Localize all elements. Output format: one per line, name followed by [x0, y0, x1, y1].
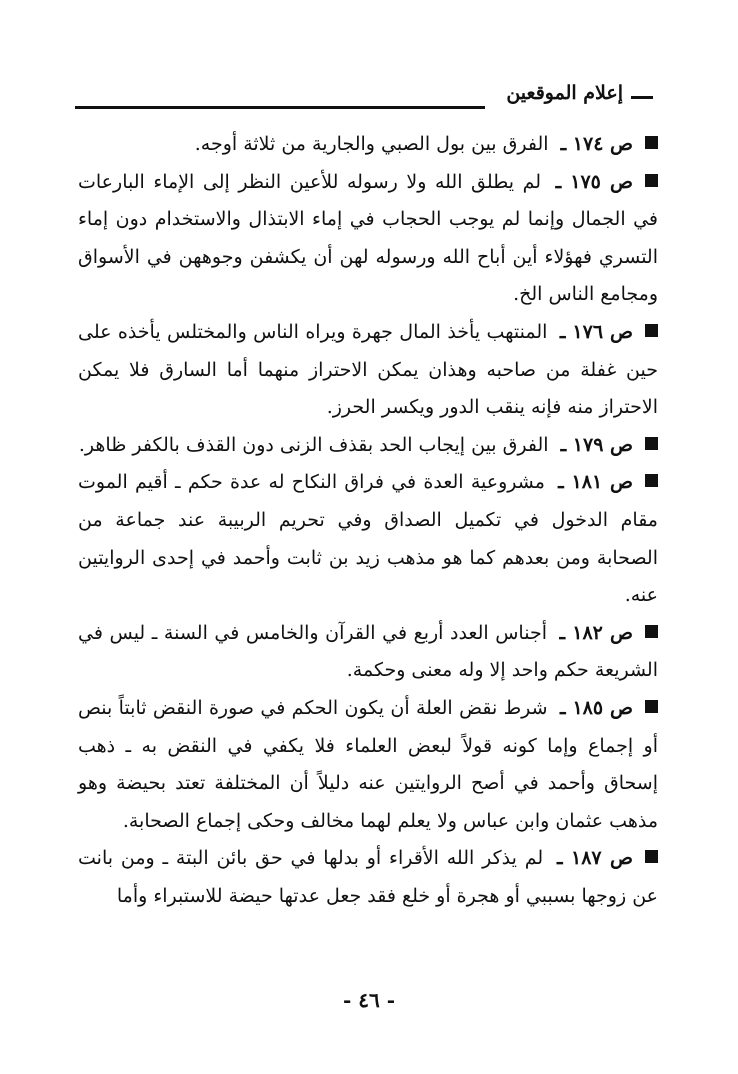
square-bullet-icon — [645, 136, 658, 149]
entry-text: مشروعية العدة في فراق النكاح له عدة حكم ـ أقيم الموت مقام الدخول في تكميل الصداق وفي تحريم الربيبة عند جماعة من الصحابة ومن بعدهم كما هو مذهب زيد بن ثابت وأحمد في إحدى الروايتين عنه. — [78, 471, 658, 607]
square-bullet-icon — [645, 324, 658, 337]
page-reference: ص ١٨٥ ـ — [559, 696, 633, 719]
entry-text: المنتهب يأخذ المال جهرة ويراه الناس والمختلس يأخذه على حين غفلة من صاحبه وهذان يمكن الاحتراز منهما أما السارق فلا يمكن الاحتراز منه فإنه ينقب الدور ويكسر الحرز. — [78, 320, 658, 419]
entry-text: الفرق بين بول الصبي والجارية من ثلاثة أوجه. — [194, 133, 549, 155]
entry-text: لم يطلق الله ولا رسوله للأعين النظر إلى الإماء البارعات في الجمال وإنما لم يوجب الحجاب في إماء الابتذال والاستخدام دون إماء التسري فهؤلاء أين أباح الله ورسوله لهن أن يكشفن وجوههن في الأسواق ومجامع الناس الخ. — [78, 170, 658, 306]
entry-text: لم يذكر الله الأقراء أو بدلها في حق بائن البتة ـ ومن بانت عن زوجها بسببي أو هجرة أو خلع فقد جعل عدتها حيضة للاستبراء وأما — [78, 847, 658, 907]
running-title: إعلام الموقعين — [506, 82, 623, 104]
page-reference: ص ١٨٢ ـ — [559, 621, 633, 644]
running-header — [75, 80, 653, 114]
index-entry — [78, 164, 658, 314]
square-bullet-icon — [645, 437, 658, 450]
square-bullet-icon — [645, 174, 658, 187]
entry-text: شرط نقض العلة أن يكون الحكم في صورة النقض ثابتاً بنص أو إجماع وإما كونه قولاً لبعض العلماء فلا يكفي في النقض به ـ ذهب إسحاق وأحمد في أصح الروايتين عنه دليلاً أن المختلفة تعتد بحيضة وهو مذهب عثمان وابن عباس ولا يعلم لهما مخالف وحكى إجماع الصحابة. — [78, 696, 658, 832]
entry-text: أجناس العدد أربع في القرآن والخامس في السنة ـ ليس في الشريعة حكم واحد إلا وله معنى وحكمة. — [78, 621, 658, 682]
header-dash — [631, 96, 653, 99]
index-entries — [78, 126, 658, 915]
page-reference: ص ١٨١ ـ — [558, 471, 633, 494]
page-reference: ص ١٧٥ ـ — [555, 170, 633, 193]
page-reference: ص ١٨٧ ـ — [557, 847, 634, 870]
page-reference: ص ١٧٦ ـ — [559, 320, 633, 343]
index-entry — [78, 464, 658, 614]
header-rule — [75, 106, 485, 109]
index-entry — [78, 840, 658, 915]
index-entry — [78, 690, 658, 840]
square-bullet-icon — [645, 474, 658, 487]
square-bullet-icon — [645, 625, 658, 638]
index-entry — [78, 427, 658, 465]
index-entry — [78, 615, 658, 690]
index-entry — [78, 314, 658, 427]
square-bullet-icon — [645, 850, 658, 863]
page-reference: ص ١٧٤ ـ — [560, 133, 633, 155]
entry-text: الفرق بين إيجاب الحد بقذف الزنى دون القذف بالكفر ظاهر. — [78, 433, 549, 456]
page-reference: ص ١٧٩ ـ — [560, 433, 633, 456]
page-number: - ٤٦ - — [342, 988, 395, 1012]
index-entry — [78, 126, 658, 164]
square-bullet-icon — [645, 700, 658, 713]
